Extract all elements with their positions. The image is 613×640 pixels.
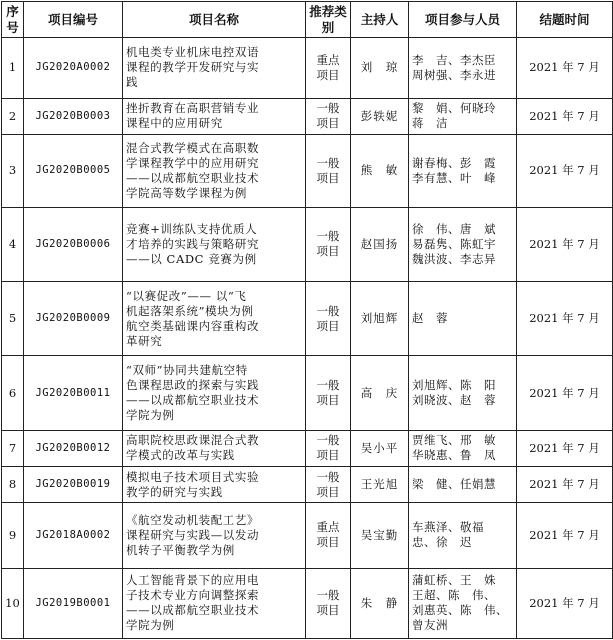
cell-host: 刘 琼 xyxy=(351,38,409,99)
table-row xyxy=(2,98,613,134)
cell-time: 2021 年 7 月 xyxy=(517,38,613,99)
cell-no: 8 xyxy=(2,466,24,503)
cell-category xyxy=(306,281,351,356)
cell-name xyxy=(123,134,306,208)
cell-name-line: ——以成都航空职业技术 xyxy=(126,393,260,408)
cell-no: 1 xyxy=(2,38,24,99)
cell-code: JG2020B0012 xyxy=(24,430,123,466)
cell-category-line: 项目 xyxy=(316,170,340,185)
cell-category xyxy=(306,466,351,503)
cell-members-line: 刘惠英、陈 伟、 xyxy=(412,603,508,618)
cell-members-line: 蒋 洁 xyxy=(412,116,448,131)
cell-name xyxy=(123,281,306,356)
cell-name-line: 教学的研究与实践 xyxy=(126,484,223,499)
cell-members-line: 徐 伟、唐 斌 xyxy=(412,221,496,236)
cell-no: 9 xyxy=(2,503,24,568)
cell-members-line: 蒲虹桥、王 姝 xyxy=(412,573,496,588)
cell-members-line: 谢春梅、彭 霞 xyxy=(412,155,496,170)
cell-category-line: 重点 xyxy=(316,520,340,535)
cell-host: 赵国扬 xyxy=(351,208,409,282)
cell-name-line: ——以成都航空职业技术 xyxy=(126,603,260,618)
cell-name-line: 机起落架系统”模块为例 xyxy=(126,303,254,318)
cell-code: JG2020A0002 xyxy=(24,38,123,99)
cell-no: 10 xyxy=(2,568,24,638)
cell-name-line: 课程研究与实践—以发动 xyxy=(126,527,260,542)
table-row xyxy=(2,466,613,503)
table-row xyxy=(2,281,613,356)
cell-host: 朱 静 xyxy=(351,568,409,638)
cell-time: 2021 年 7 月 xyxy=(517,281,613,356)
cell-no: 7 xyxy=(2,430,24,466)
cell-time: 2021 年 7 月 xyxy=(517,356,613,431)
cell-name-line: 机电类专业机床电控双语 xyxy=(126,45,260,60)
cell-category xyxy=(306,208,351,282)
cell-category-line: 项目 xyxy=(316,244,340,259)
cell-category xyxy=(306,503,351,568)
cell-members-line: 黎 娟、何晓玲 xyxy=(412,101,496,116)
cell-category xyxy=(306,98,351,134)
cell-code: JG2020B0005 xyxy=(24,134,123,208)
cell-category xyxy=(306,134,351,208)
cell-name xyxy=(123,98,306,134)
cell-name-line: 课程中的应用研究 xyxy=(126,116,223,131)
cell-name-line: 竞赛+训练队支持优质人 xyxy=(126,221,258,236)
cell-members-line: 华晓惠、鲁 凤 xyxy=(412,448,496,463)
cell-members-line: 魏洪波、李志异 xyxy=(412,251,496,266)
cell-members-line: 易磊隽、陈虹宇 xyxy=(412,236,496,251)
cell-name-line: 才培养的实践与策略研究 xyxy=(126,236,260,251)
cell-name-line: “以赛促改”—— 以“飞 xyxy=(126,288,247,303)
cell-category-line: 一般 xyxy=(316,101,340,116)
table-row xyxy=(2,134,613,208)
cell-members-line: 王超、陈 伟、 xyxy=(412,588,496,603)
cell-time: 2021 年 7 月 xyxy=(517,503,613,568)
cell-time: 2021 年 7 月 xyxy=(517,568,613,638)
cell-code: JG2020B0003 xyxy=(24,98,123,134)
projects-table xyxy=(1,1,613,639)
cell-category-line: 一般 xyxy=(316,588,340,603)
cell-time: 2021 年 7 月 xyxy=(517,466,613,503)
cell-name-line: 学课程教学中的应用研究 xyxy=(126,155,260,170)
table-row xyxy=(2,38,613,99)
cell-name-line: 混合式教学模式在高职数 xyxy=(126,140,260,155)
table-row xyxy=(2,356,613,431)
cell-name-line: ——以 CADC 竞赛为例 xyxy=(126,251,257,266)
cell-members-line: 贾维飞、邢 敏 xyxy=(412,433,496,448)
cell-code: JG2020B0009 xyxy=(24,281,123,356)
cell-name xyxy=(123,430,306,466)
cell-members-line: 刘旭辉、陈 阳 xyxy=(412,378,496,393)
cell-name-line: 航空类基础课内容重构改 xyxy=(126,318,260,333)
header-members: 项目参与人员 xyxy=(409,2,517,38)
cell-no: 3 xyxy=(2,134,24,208)
cell-category-line: 项目 xyxy=(316,116,340,131)
table-body xyxy=(2,38,613,639)
header-code: 项目编号 xyxy=(24,2,123,38)
cell-host: 刘旭辉 xyxy=(351,281,409,356)
cell-name-line: 《航空发动机装配工艺》 xyxy=(126,512,260,527)
cell-name-line: 人工智能背景下的应用电 xyxy=(126,573,260,588)
cell-members-line: 梁 健、任娟慧 xyxy=(412,477,496,492)
cell-name-line: 色课程思政的探索与实践 xyxy=(126,378,260,393)
cell-members xyxy=(409,503,517,568)
cell-members xyxy=(409,568,517,638)
cell-time: 2021 年 7 月 xyxy=(517,430,613,466)
cell-code: JG2020B0019 xyxy=(24,466,123,503)
cell-category-line: 项目 xyxy=(316,484,340,499)
cell-category-line: 一般 xyxy=(316,155,340,170)
cell-category-line: 一般 xyxy=(316,303,340,318)
cell-host: 吴小平 xyxy=(351,430,409,466)
header-no: 序号 xyxy=(2,2,24,38)
cell-category-line: 一般 xyxy=(316,378,340,393)
table-row xyxy=(2,430,613,466)
cell-category xyxy=(306,568,351,638)
cell-category xyxy=(306,356,351,431)
cell-name-line: 模拟电子技术项目式实验 xyxy=(126,469,260,484)
cell-members xyxy=(409,356,517,431)
cell-name xyxy=(123,466,306,503)
cell-category-line: 一般 xyxy=(316,469,340,484)
table-row xyxy=(2,208,613,282)
cell-name xyxy=(123,208,306,282)
cell-host: 吴宝勤 xyxy=(351,503,409,568)
cell-name-line: 课程的教学开发研究与实 xyxy=(126,60,260,75)
cell-host: 彭轶妮 xyxy=(351,98,409,134)
cell-category-line: 项目 xyxy=(316,535,340,550)
cell-name-line: 学模式的改革与实践 xyxy=(126,448,235,463)
cell-category-line: 项目 xyxy=(316,67,340,82)
cell-name-line: 机转子平衡教学为例 xyxy=(126,542,235,557)
cell-name-line: “双师”协同共建航空特 xyxy=(126,363,248,378)
cell-members xyxy=(409,208,517,282)
cell-no: 6 xyxy=(2,356,24,431)
cell-category-line: 重点 xyxy=(316,52,340,67)
cell-members xyxy=(409,466,517,503)
cell-members-line: 李有慧、叶 峰 xyxy=(412,170,496,185)
cell-name xyxy=(123,503,306,568)
cell-members-line: 刘晓波、赵 蓉 xyxy=(412,393,496,408)
header-time: 结题时间 xyxy=(517,2,613,38)
cell-code: JG2018A0002 xyxy=(24,503,123,568)
header-name: 项目名称 xyxy=(123,2,306,38)
cell-host: 熊 敏 xyxy=(351,134,409,208)
cell-members-line: 车燕泽、敬福 xyxy=(412,520,484,535)
cell-members xyxy=(409,98,517,134)
table-row xyxy=(2,568,613,638)
cell-members xyxy=(409,38,517,99)
cell-no: 4 xyxy=(2,208,24,282)
cell-category xyxy=(306,430,351,466)
cell-members-line: 忠、徐 迟 xyxy=(412,535,472,550)
cell-no: 2 xyxy=(2,98,24,134)
cell-members-line: 周树强、李永进 xyxy=(412,67,496,82)
cell-name-line: 高职院校思政课混合式教 xyxy=(126,433,260,448)
header-category: 推荐类别 xyxy=(306,2,351,38)
cell-no: 5 xyxy=(2,281,24,356)
cell-name-line: 革研究 xyxy=(126,333,163,348)
cell-code: JG2020B0011 xyxy=(24,356,123,431)
cell-host: 王光旭 xyxy=(351,466,409,503)
cell-time: 2021 年 7 月 xyxy=(517,98,613,134)
cell-host: 高 庆 xyxy=(351,356,409,431)
cell-name-line: 学院为例 xyxy=(126,408,175,423)
cell-members-line: 赵 蓉 xyxy=(412,311,448,326)
cell-category-line: 一般 xyxy=(316,229,340,244)
cell-time: 2021 年 7 月 xyxy=(517,134,613,208)
cell-category xyxy=(306,38,351,99)
cell-name xyxy=(123,38,306,99)
cell-members-line: 曾友洲 xyxy=(412,618,448,633)
cell-time: 2021 年 7 月 xyxy=(517,208,613,282)
cell-name xyxy=(123,356,306,431)
cell-name-line: 学院高等数学课程为例 xyxy=(126,185,247,200)
header-host: 主持人 xyxy=(351,2,409,38)
cell-name-line: 学院为例 xyxy=(126,618,175,633)
cell-members-line: 李 吉、李杰臣 xyxy=(412,52,496,67)
cell-category-line: 项目 xyxy=(316,318,340,333)
cell-code: JG2020B0006 xyxy=(24,208,123,282)
cell-name xyxy=(123,568,306,638)
cell-category-line: 项目 xyxy=(316,603,340,618)
table-row xyxy=(2,503,613,568)
cell-code: JG2019B0001 xyxy=(24,568,123,638)
cell-members xyxy=(409,134,517,208)
cell-members xyxy=(409,430,517,466)
cell-name-line: ——以成都航空职业技术 xyxy=(126,170,260,185)
cell-category-line: 项目 xyxy=(316,393,340,408)
cell-members xyxy=(409,281,517,356)
cell-name-line: 子技术专业方向调整探索 xyxy=(126,588,260,603)
cell-name-line: 践 xyxy=(126,75,139,90)
cell-category-line: 一般 xyxy=(316,433,340,448)
cell-category-line: 项目 xyxy=(316,448,340,463)
cell-name-line: 挫折教育在高职营销专业 xyxy=(126,101,260,116)
header-row xyxy=(2,2,613,38)
